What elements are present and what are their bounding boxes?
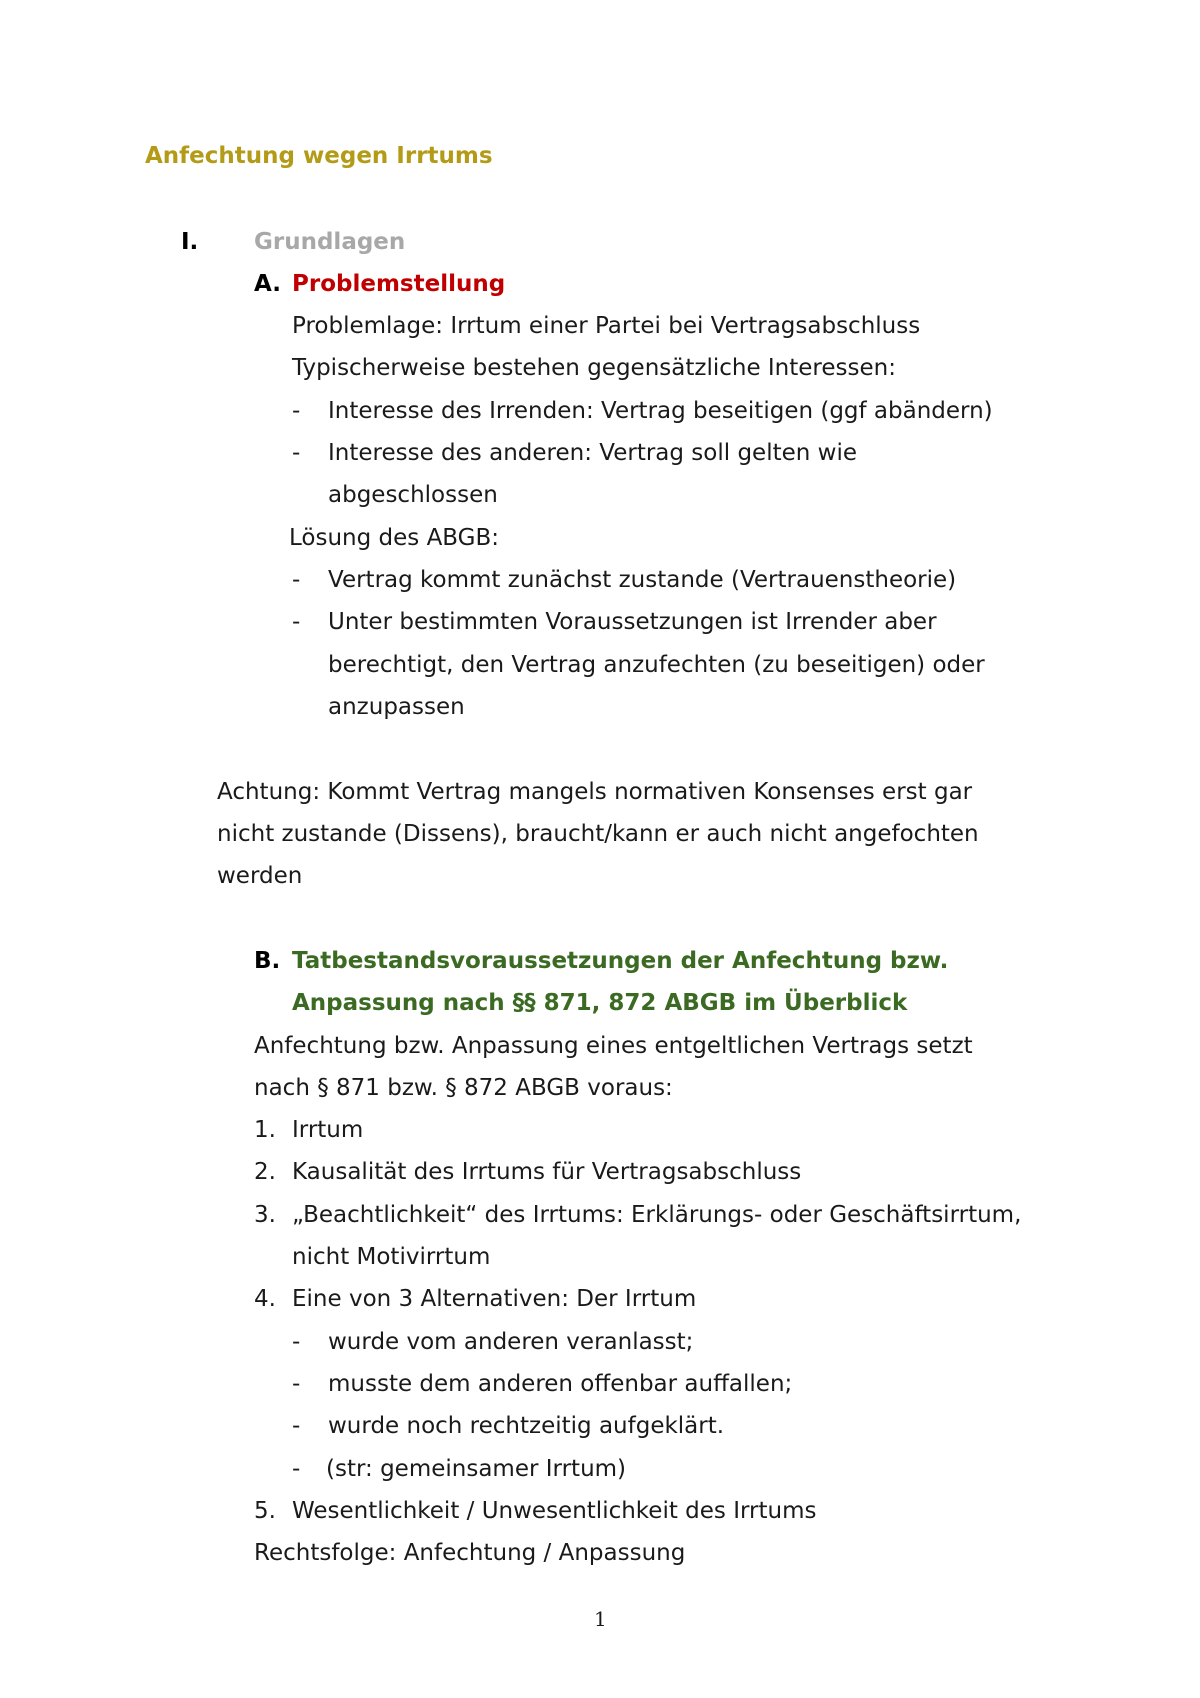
bullet-marker: - — [292, 398, 301, 424]
bullet-marker: - — [292, 440, 301, 466]
list-item: Wesentlichkeit / Unwesentlichkeit des Irrtums — [292, 1498, 817, 1524]
bullet-marker: - — [292, 567, 301, 593]
section-heading: Grundlagen — [254, 229, 406, 255]
list-number: 2. — [254, 1159, 276, 1185]
alternative-item: musste dem anderen offenbar auffallen; — [328, 1371, 793, 1397]
list-item: Eine von 3 Alternativen: Der Irrtum — [292, 1286, 697, 1312]
list-item: Irrtum — [292, 1117, 364, 1143]
list-item: „Beachtlichkeit“ des Irrtums: Erklärungs- oder Geschäftsirrtum, — [292, 1202, 1022, 1228]
alternative-item: wurde vom anderen veranlasst; — [328, 1329, 694, 1355]
alternative-item: wurde noch rechtzeitig aufgeklärt. — [328, 1413, 725, 1439]
list-number: 1. — [254, 1117, 276, 1143]
list-number: 3. — [254, 1202, 276, 1228]
problem-line: Problemlage: Irrtum einer Partei bei Vertragsabschluss — [292, 313, 921, 339]
list-item-continued: nicht Motivirrtum — [292, 1244, 491, 1270]
intro-line: Anfechtung bzw. Anpassung eines entgeltlichen Vertrags setzt — [254, 1033, 973, 1059]
subsection-b-label: B. — [254, 948, 281, 974]
interest-item: Interesse des Irrenden: Vertrag beseitigen (ggf abändern) — [328, 398, 993, 424]
subsection-b-heading: Tatbestandsvoraussetzungen der Anfechtung bzw. — [292, 948, 949, 974]
bullet-marker: - — [292, 1371, 301, 1397]
bullet-marker: - — [292, 1456, 301, 1482]
alternative-item: (str: gemeinsamer Irrtum) — [326, 1456, 627, 1482]
solution-item-continued: anzupassen — [328, 694, 465, 720]
interest-item-continued: abgeschlossen — [328, 482, 498, 508]
page-number: 1 — [594, 1607, 607, 1631]
interest-item: Interesse des anderen: Vertrag soll gelten wie — [328, 440, 857, 466]
solution-item: Unter bestimmten Voraussetzungen ist Irrender aber — [328, 609, 937, 635]
document-title: Anfechtung wegen Irrtums — [145, 143, 493, 169]
section-numeral: I. — [181, 229, 199, 255]
bullet-marker: - — [292, 1413, 301, 1439]
intro-line: nach § 871 bzw. § 872 ABGB voraus: — [254, 1075, 673, 1101]
subsection-b-heading-continued: Anpassung nach §§ 871, 872 ABGB im Überblick — [292, 990, 908, 1016]
subsection-a-label: A. — [254, 271, 281, 297]
list-number: 4. — [254, 1286, 276, 1312]
solution-item: Vertrag kommt zunächst zustande (Vertrauenstheorie) — [328, 567, 957, 593]
solution-label: Lösung des ABGB: — [289, 525, 500, 551]
solution-item-continued: berechtigt, den Vertrag anzufechten (zu beseitigen) oder — [328, 652, 985, 678]
subsection-a-heading: Problemstellung — [292, 271, 506, 297]
note-line: werden — [217, 863, 303, 889]
list-item: Kausalität des Irrtums für Vertragsabschluss — [292, 1159, 802, 1185]
problem-line: Typischerweise bestehen gegensätzliche Interessen: — [292, 355, 896, 381]
bullet-marker: - — [292, 1329, 301, 1355]
list-number: 5. — [254, 1498, 276, 1524]
legal-consequence: Rechtsfolge: Anfechtung / Anpassung — [254, 1540, 686, 1566]
note-line: Achtung: Kommt Vertrag mangels normativen Konsenses erst gar — [217, 779, 973, 805]
note-line: nicht zustande (Dissens), braucht/kann er auch nicht angefochten — [217, 821, 979, 847]
bullet-marker: - — [292, 609, 301, 635]
